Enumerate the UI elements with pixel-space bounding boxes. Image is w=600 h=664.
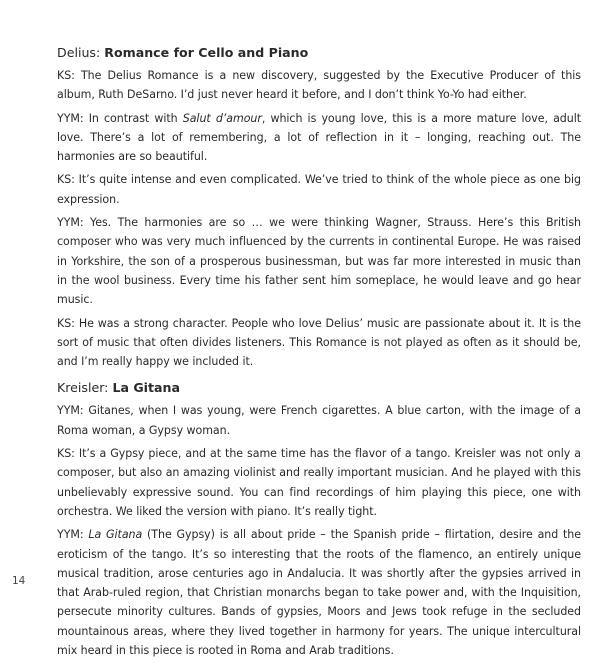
dialogue-paragraph: KS: He was a strong character. People who love Delius’ music are passionate about it. It is the sort of music that often divides listeners. This Romance is not played as often as it should be, and I’m really happy we included it.	[57, 316, 581, 369]
speaker-label: KS	[57, 447, 72, 461]
dialogue-paragraph: KS: It’s quite intense and even complicated. We’ve tried to think of the whole piece as one big expression.	[57, 173, 581, 206]
dialogue-text: In contrast with	[88, 111, 183, 125]
dialogue-paragraph: KS: The Delius Romance is a new discovery, suggested by the Executive Producer of this album, Ruth DeSarno. I’d just never heard it before, and I don’t think Yo-Yo had either.	[57, 69, 581, 102]
speaker-label: KS	[57, 173, 72, 187]
piece-title: La Gitana	[112, 380, 180, 396]
dialogue-text: Yes. The harmonies are so … we were thinking Wagner, Strauss. Here’s this British composer who was very much influenced by the currents in continental Europe. He was raised in Yorkshire, the son of a prosperous businessman, but was far more interested in music than in the wool business. Every time his father sent him someplace, he would leave and go hear music.	[57, 216, 581, 307]
speaker-label: YYM	[57, 404, 80, 418]
section-kreisler	[57, 379, 581, 660]
dialogue-text: The Delius Romance is a new discovery, suggested by the Executive Producer of this album, Ruth DeSarno. I’d just never heard it before, and I don’t think Yo-Yo had either.	[57, 69, 581, 102]
dialogue-paragraph: KS: It’s a Gypsy piece, and at the same time has the flavor of a tango. Kreisler was not only a composer, but also an amazing violinist and really important musician. And he played with this unbelievably expressive sound. You can find recordings of him playing this piece, one with orchestra. We liked the version with piano. It’s really tight.	[57, 447, 581, 518]
dialogue-text: It’s quite intense and even complicated. We’ve tried to think of the whole piece as one big expression.	[57, 173, 581, 206]
section-heading	[57, 44, 581, 62]
dialogue-paragraph: YYM: Gitanes, when I was young, were French cigarettes. A blue carton, with the image of a Roma woman, a Gypsy woman.	[57, 404, 581, 437]
dialogue-text: , which is young love, this is a more mature love, adult love. There’s a lot of remembering, a lot of reflection in it – longing, reaching out. The harmonies are so beautiful.	[57, 111, 581, 164]
page-number: 14	[12, 575, 26, 587]
composer-name: Delius:	[57, 45, 101, 60]
section-delius	[57, 44, 581, 371]
piece-title: Romance for Cello and Piano	[104, 45, 309, 60]
dialogue-paragraph: YYM: In contrast with Salut d’amour, which is young love, this is a more mature love, adult love. There’s a lot of remembering, a lot of reflection in it – longing, reaching out. The harmonies are so beautiful.	[57, 111, 581, 164]
dialogue-text: Gitanes, when I was young, were French cigarettes. A blue carton, with the image of a Roma woman, a Gypsy woman.	[57, 404, 581, 437]
work-title-italic: La Gitana	[88, 528, 143, 542]
speaker-label: YYM	[57, 111, 80, 125]
dialogue-text: (The Gypsy) is all about pride – the Spanish pride – flirtation, desire and the eroticism of the tango. It’s so interesting that the roots of the flamenco, an entirely unique musical tradition, arose centuries ago in Andalucia. It was shortly after the gypsies arrived in that Arab-ruled region, that Christian monarchs began to take power and, with the Inquisition, persecute minority cultures. Bands of gypsies, Moors and Jews took refuge in the secluded mountainous areas, where they lived together in harmony for years. The unique intercultural mix heard in this piece is rooted in Roma and Arab traditions.	[57, 528, 581, 658]
dialogue-text: It’s a Gypsy piece, and at the same time has the flavor of a tango. Kreisler was not only a composer, but also an amazing violinist and really important musician. And he played with this unbelievably expressive sound. You can find recordings of him playing this piece, one with orchestra. We liked the version with piano. It’s really tight.	[57, 447, 581, 518]
dialogue-paragraph: YYM: Yes. The harmonies are so … we were thinking Wagner, Strauss. Here’s this British composer who was very much influenced by the currents in continental Europe. He was raised in Yorkshire, the son of a prosperous businessman, but was far more interested in music than in the wool business. Every time his father sent him someplace, he would leave and go hear music.	[57, 216, 581, 307]
dialogue-text: He was a strong character. People who love Delius’ music are passionate about it. It is the sort of music that often divides listeners. This Romance is not played as often as it should be, and I’m really happy we included it.	[57, 316, 581, 369]
speaker-label: YYM	[57, 528, 80, 542]
booklet-page	[57, 44, 581, 664]
composer-name: Kreisler:	[57, 380, 109, 396]
section-heading	[57, 379, 581, 397]
dialogue-paragraph: YYM: La Gitana (The Gypsy) is all about pride – the Spanish pride – flirtation, desire and the eroticism of the tango. It’s so interesting that the roots of the flamenco, an entirely unique musical tradition, arose centuries ago in Andalucia. It was shortly after the gypsies arrived in that Arab-ruled region, that Christian monarchs began to take power and, with the Inquisition, persecute minority cultures. Bands of gypsies, Moors and Jews took refuge in the secluded mountainous areas, where they lived together in harmony for years. The unique intercultural mix heard in this piece is rooted in Roma and Arab traditions.	[57, 528, 581, 658]
speaker-label: YYM	[57, 216, 80, 230]
speaker-label: KS	[57, 69, 72, 82]
work-title-italic: Salut d’amour	[182, 111, 262, 125]
speaker-label: KS	[57, 316, 72, 330]
